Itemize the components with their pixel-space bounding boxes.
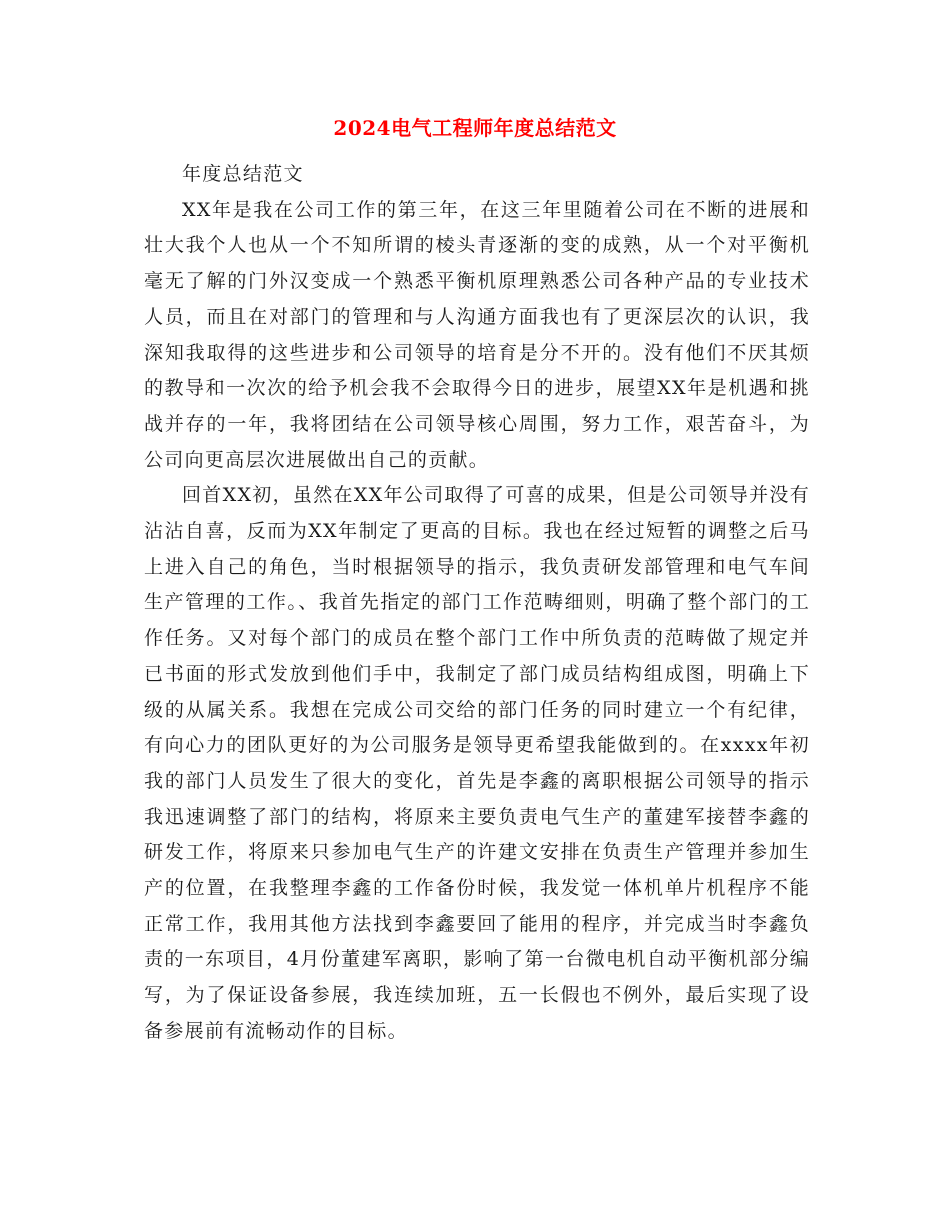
document-subtitle: 年度总结范文 xyxy=(182,163,304,185)
document-title: 2024电气工程师年度总结范文 xyxy=(333,116,617,140)
paragraph-2: 回首XX初，虽然在XX年公司取得了可喜的成果，但是公司领导并没有沾沾自喜，反而为XX年制定了更高的目标。我也在经过短暂的调整之后马上进入自己的角色，当时根据领导的指示，我负责研发部管理和电气车间生产管理的工作。、我首先指定的部门工作范畴细则，明确了整个部门的工作任务。又对每个部门的成员在整个部门工作中所负责的范畴做了规定并已书面的形式发放到他们手中，我制定了部门成员结构组成图，明确上下级的从属关系。我想在完成公司交给的部门任务的同时建立一个有纪律，有向心力的团队更好的为公司服务是领导更希望我能做到的。在xxxx年初我的部门人员发生了很大的变化，首先是李鑫的离职根据公司领导的指示我迅速调整了部门的结构，将原来主要负责电气生产的董建军接替李鑫的研发工作，将原来只参加电气生产的许建文安排在负责生产管理并参加生产的位置，在我整理李鑫的工作备份时候，我发觉一体机单片机程序不能正常工作，我用其他方法找到李鑫要回了能用的程序，并完成当时李鑫负责的一东项目，4月份董建军离职，影响了第一台微电机自动平衡机部分编写，为了保证设备参展，我连续加班，五一长假也不例外，最后实现了设备参展前有流畅动作的目标。 xyxy=(144,484,810,1042)
document-body xyxy=(144,157,810,1050)
paragraph-1: XX年是我在公司工作的第三年，在这三年里随着公司在不断的进展和壮大我个人也从一个不知所谓的棱头青逐渐的变的成熟，从一个对平衡机毫无了解的门外汉变成一个熟悉平衡机原理熟悉公司各种产品的专业技术人员，而且在对部门的管理和与人沟通方面我也有了更深层次的认识，我深知我取得的这些进步和公司领导的培育是分不开的。没有他们不厌其烦的教导和一次次的给予机会我不会取得今日的进步，展望XX年是机遇和挑战并存的一年，我将团结在公司领导核心周围，努力工作，艰苦奋斗，为公司向更高层次进展做出自己的贡献。 xyxy=(144,198,810,471)
